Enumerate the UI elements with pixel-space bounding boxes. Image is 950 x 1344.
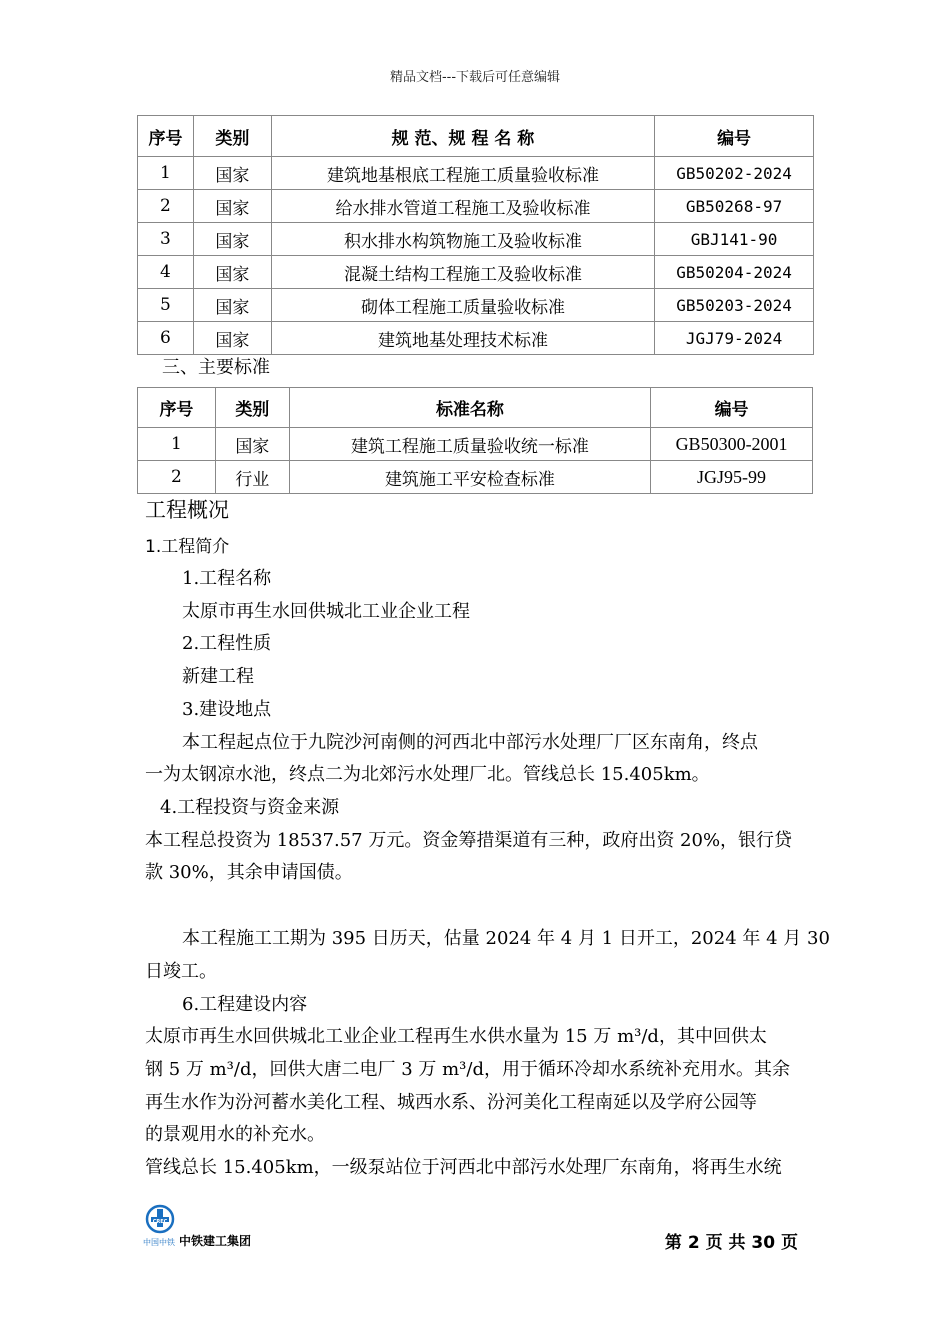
logo-small-text: 中国中铁 <box>143 1238 175 1247</box>
table-header-row <box>138 388 813 428</box>
table-row <box>138 256 814 289</box>
table-row <box>138 461 813 494</box>
col-header-code: 编号 <box>651 388 813 428</box>
investment-paragraph-line: 本工程总投资为 18537.57 万元。资金筹措渠道有三种，政府出资 20%，银行贷 <box>145 830 793 851</box>
table-row <box>138 157 814 190</box>
cell-name: 建筑地基根底工程施工质量验收标准 <box>271 157 654 190</box>
section-title-main-standards: 三、主要标准 <box>162 357 270 378</box>
project-name-value: 太原市再生水回供城北工业企业工程 <box>182 601 470 622</box>
table-row <box>138 322 814 355</box>
content-paragraph-line: 的景观用水的补充水。 <box>145 1124 325 1145</box>
location-paragraph-line: 本工程起点位于九院沙河南侧的河西北中部污水处理厂厂区东南角，终点 <box>182 732 758 753</box>
cell-code: GB50268-97 <box>655 190 814 223</box>
table-row <box>138 289 814 322</box>
col-header-index: 序号 <box>138 388 216 428</box>
construction-content-label: 6.工程建设内容 <box>182 994 308 1015</box>
project-nature-value: 新建工程 <box>182 666 254 687</box>
table-row <box>138 190 814 223</box>
location-label: 3.建设地点 <box>182 699 272 720</box>
cell-index: 2 <box>138 461 216 494</box>
cell-category: 国家 <box>193 256 271 289</box>
crec-logo-icon <box>143 1204 283 1248</box>
cell-code: GB50204-2024 <box>655 256 814 289</box>
col-header-category: 类别 <box>215 388 289 428</box>
overview-heading: 工程概况 <box>145 498 229 522</box>
period-paragraph-line: 本工程施工工期为 395 日历天，估量 2024 年 4 月 1 日开工，2024 年 4 月 30 <box>182 928 830 949</box>
logo-badge-text: CREC <box>152 1219 168 1225</box>
content-paragraph-line: 太原市再生水回供城北工业企业工程再生水供水量为 15 万 m³/d，其中回供太 <box>145 1026 767 1047</box>
cell-index: 2 <box>138 190 194 223</box>
cell-name: 混凝土结构工程施工及验收标准 <box>271 256 654 289</box>
cell-code: GBJ141-90 <box>655 223 814 256</box>
page-number: 第 2 页 共 30 页 <box>664 1233 798 1253</box>
table-row <box>138 428 813 461</box>
col-header-name: 规 范、规 程 名 称 <box>271 116 654 157</box>
project-name-label: 1.工程名称 <box>182 568 272 589</box>
table-header-row <box>138 116 814 157</box>
period-paragraph-line: 日竣工。 <box>145 961 217 982</box>
cell-category: 国家 <box>193 157 271 190</box>
table-row <box>138 223 814 256</box>
cell-index: 4 <box>138 256 194 289</box>
cell-name: 建筑工程施工质量验收统一标准 <box>289 428 650 461</box>
cell-category: 国家 <box>193 190 271 223</box>
cell-index: 5 <box>138 289 194 322</box>
col-header-index: 序号 <box>138 116 194 157</box>
cell-index: 6 <box>138 322 194 355</box>
cell-category: 国家 <box>193 322 271 355</box>
investment-paragraph-line: 款 30%，其余申请国债。 <box>145 862 353 883</box>
cell-code: JGJ95-99 <box>651 461 813 494</box>
content-paragraph-line: 再生水作为汾河蓄水美化工程、城西水系、汾河美化工程南延以及学府公园等 <box>145 1092 757 1113</box>
col-header-code: 编号 <box>655 116 814 157</box>
cell-category: 国家 <box>193 223 271 256</box>
cell-index: 1 <box>138 157 194 190</box>
company-logo <box>143 1204 283 1248</box>
standards-table <box>137 115 814 355</box>
location-paragraph-line: 一为太钢凉水池，终点二为北郊污水处理厂北。管线总长 15.405km。 <box>145 764 710 785</box>
pipeline-paragraph-line: 管线总长 15.405km，一级泵站位于河西北中部污水处理厂东南角，将再生水统 <box>145 1157 782 1178</box>
cell-name: 给水排水管道工程施工及验收标准 <box>271 190 654 223</box>
cell-name: 建筑施工平安检查标准 <box>289 461 650 494</box>
page-header: 精品文档---下载后可任意编辑 <box>389 70 561 85</box>
cell-code: GB50203-2024 <box>655 289 814 322</box>
cell-code: GB50202-2024 <box>655 157 814 190</box>
content-paragraph-line: 钢 5 万 m³/d，回供大唐二电厂 3 万 m³/d，用于循环冷却水系统补充用水。其余 <box>145 1059 790 1080</box>
cell-name: 积水排水构筑物施工及验收标准 <box>271 223 654 256</box>
cell-category: 国家 <box>193 289 271 322</box>
cell-index: 1 <box>138 428 216 461</box>
col-header-category: 类别 <box>193 116 271 157</box>
col-header-name: 标准名称 <box>289 388 650 428</box>
cell-name: 砌体工程施工质量验收标准 <box>271 289 654 322</box>
investment-label: 4.工程投资与资金来源 <box>160 797 340 818</box>
main-standards-table <box>137 387 813 494</box>
cell-code: JGJ79-2024 <box>655 322 814 355</box>
intro-heading: 1.工程简介 <box>145 537 230 557</box>
logo-company-text: 中铁建工集团 <box>179 1234 252 1248</box>
cell-index: 3 <box>138 223 194 256</box>
cell-category: 行业 <box>215 461 289 494</box>
cell-name: 建筑地基处理技术标准 <box>271 322 654 355</box>
cell-category: 国家 <box>215 428 289 461</box>
cell-code: GB50300-2001 <box>651 428 813 461</box>
project-nature-label: 2.工程性质 <box>182 633 272 654</box>
